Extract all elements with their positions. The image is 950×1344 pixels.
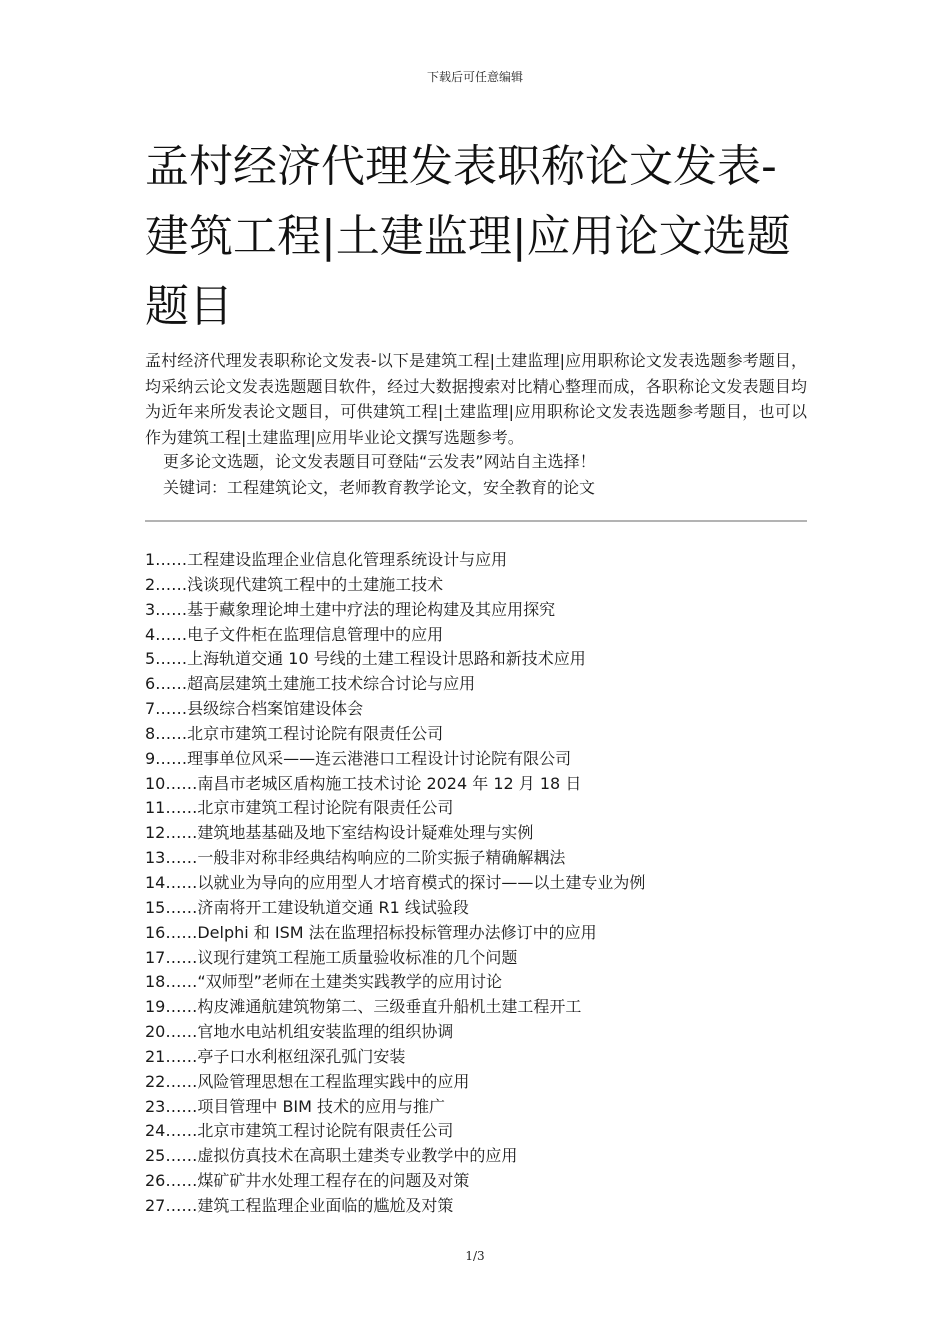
topic-item: 2……浅谈现代建筑工程中的土建施工技术 (145, 574, 444, 594)
topic-item: 6……超高层建筑土建施工技术综合讨论与应用 (145, 674, 476, 694)
topic-item: 17……议现行建筑工程施工质量验收标准的几个问题 (145, 947, 518, 967)
topic-item: 27……建筑工程监理企业面临的尴尬及对策 (145, 1195, 454, 1215)
topic-item: 16……Delphi 和 ISM 法在监理招标投标管理办法修订中的应用 (145, 922, 597, 942)
topic-item: 3……基于藏象理论坤土建中疗法的理论构建及其应用探究 (145, 599, 556, 619)
topic-list (145, 548, 807, 1219)
topic-item: 4……电子文件柜在监理信息管理中的应用 (145, 624, 444, 644)
page-header-note: 下载后可任意编辑 (426, 70, 523, 84)
topic-item: 21……亭子口水利枢纽深孔弧门安装 (145, 1046, 406, 1066)
topic-item: 10……南昌市老城区盾构施工技术讨论 2024 年 12 月 18 日 (145, 773, 582, 793)
section-divider (145, 520, 807, 522)
topic-item: 14……以就业为导向的应用型人才培育模式的探讨——以土建专业为例 (145, 872, 646, 892)
topic-item: 8……北京市建筑工程讨论院有限责任公司 (145, 723, 444, 743)
topic-item: 13……一般非对称非经典结构响应的二阶实振子精确解耦法 (145, 848, 566, 868)
keywords-line: 关键词：工程建筑论文，老师教育教学论文，安全教育的论文 (163, 478, 596, 497)
topic-item: 18……“双师型”老师在土建类实践教学的应用讨论 (145, 972, 502, 992)
topic-item: 15……济南将开工建设轨道交通 R1 线试验段 (145, 897, 469, 917)
topic-item: 23……项目管理中 BIM 技术的应用与推广 (145, 1096, 446, 1116)
page-number: 1/3 (465, 1249, 485, 1263)
topic-item: 5……上海轨道交通 10 号线的土建工程设计思路和新技术应用 (145, 649, 586, 669)
intro-paragraph: 孟村经济代理发表职称论文发表-以下是建筑工程|土建监理|应用职称论文发表选题参考题目，均采纳云论文发表选题题目软件，经过大数据搜索对比精心整理而成，各职称论文发表题目均为近年来所发表论文题目，可供建筑工程|土建监理|应用职称论文发表选题参考题目，也可以作为建筑工程|土建监理|应用毕业论文撰写选题参考。 (145, 351, 807, 447)
topic-item: 22……风险管理思想在工程监理实践中的应用 (145, 1071, 470, 1091)
topic-item: 11……北京市建筑工程讨论院有限责任公司 (145, 798, 454, 818)
topic-item: 19……构皮滩通航建筑物第二、三级垂直升船机土建工程开工 (145, 997, 582, 1017)
topic-item: 1……工程建设监理企业信息化管理系统设计与应用 (145, 550, 508, 569)
topic-item: 12……建筑地基基础及地下室结构设计疑难处理与实例 (145, 823, 534, 843)
topic-item: 25……虚拟仿真技术在高职土建类专业教学中的应用 (145, 1146, 518, 1166)
topic-item: 7……县级综合档案馆建设体会 (145, 699, 364, 719)
document-title: 孟村经济代理发表职称论文发表-建筑工程|土建监理|应用论文选题题目 (145, 141, 791, 332)
topic-item: 24……北京市建筑工程讨论院有限责任公司 (145, 1121, 454, 1141)
topic-item: 9……理事单位风采——连云港港口工程设计讨论院有限公司 (145, 748, 572, 768)
more-topics-text: 更多论文选题，论文发表题目可登陆“云发表”网站自主选择！ (163, 452, 596, 471)
topic-item: 20……官地水电站机组安装监理的组织协调 (145, 1022, 454, 1042)
topic-item: 26……煤矿矿井水处理工程存在的问题及对策 (145, 1171, 470, 1191)
